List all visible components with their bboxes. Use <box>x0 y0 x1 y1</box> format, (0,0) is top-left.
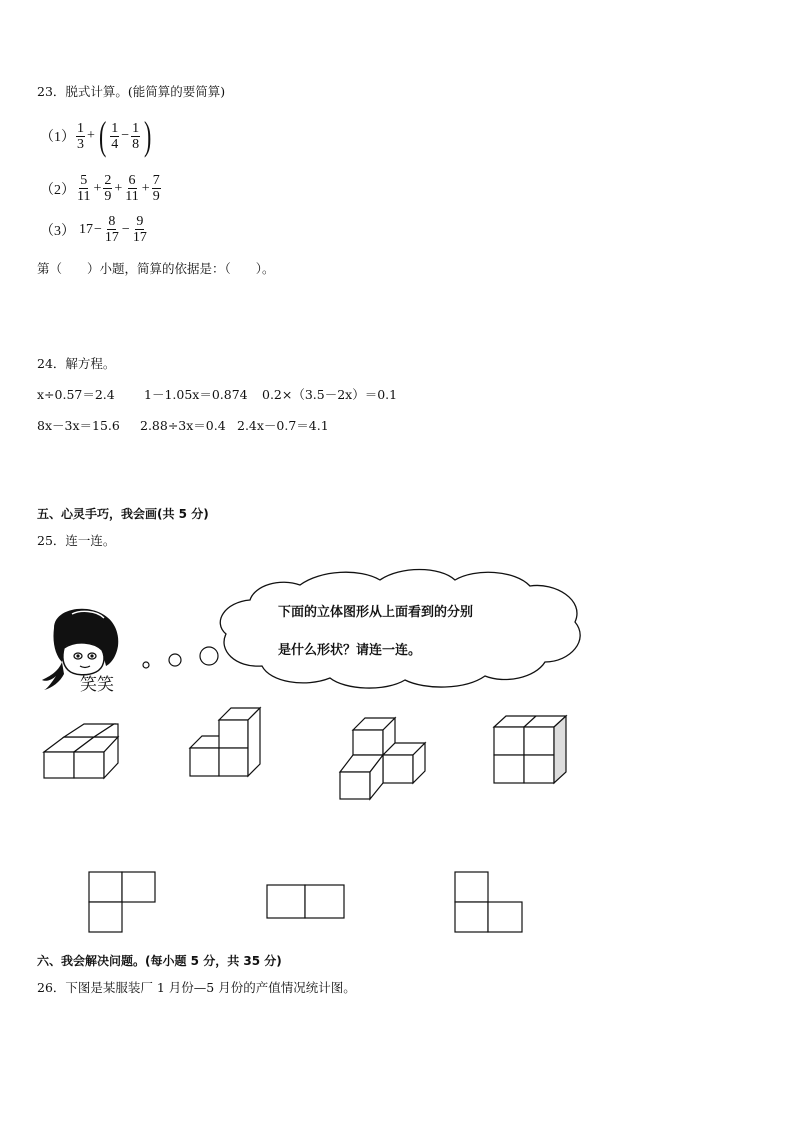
girl-caption: 笑笑 <box>80 675 114 695</box>
item-label: （2） <box>40 182 75 198</box>
fraction: $\frac{8}{17}$ <box>104 214 119 245</box>
fraction: $\frac{6}{11}$ <box>125 173 139 204</box>
top-view-l-shape <box>89 872 155 932</box>
q24-eq-1-1: x÷0.57＝2.4 <box>37 387 115 402</box>
q24-eq-2-2: 2.88÷3x＝0.4 <box>140 418 226 433</box>
q25-title: 25．连一连。 <box>37 533 116 548</box>
fraction: $\frac{1}{4}$ <box>111 120 119 152</box>
fraction: $\frac{7}{9}$ <box>152 173 160 204</box>
solid-shape-3 <box>340 718 425 799</box>
q24-eq-2-1: 8x－3x＝15.6 <box>37 418 120 433</box>
q24-eq-2-3: 2.4x－0.7＝4.1 <box>237 418 329 433</box>
q26-title: 26．下图是某服装厂 1 月份—5 月份的产值情况统计图。 <box>37 980 356 995</box>
q24-eq-1-3: 0.2×（3.5－2x）＝0.1 <box>262 387 398 402</box>
q23-item-2: （2） $\frac{5}{11}$ + $\frac{2}{9}$ + $\frac{6}{11}$ + $\frac{7}{9}$ <box>40 173 160 204</box>
item-label: （3） <box>40 223 75 239</box>
right-paren: ) <box>144 113 152 158</box>
section5-title: 五、心灵手巧，我会画(共 5 分) <box>37 507 209 521</box>
solid-shape-2 <box>190 708 260 776</box>
item-label: （1） <box>40 130 75 145</box>
bubble-line-1: 下面的立体图形从上面看到的分别 <box>278 605 474 620</box>
q23-item-1: （1） $\frac{1}{3}$ + ( $\frac{1}{4}$ − $\frac{1}{8}$ ) <box>40 113 152 158</box>
q23-title: 23．脱式计算。(能简算的要简算) <box>37 84 226 99</box>
bubble-line-2: 是什么形状？请连一连。 <box>278 643 422 658</box>
section6-title: 六、我会解决问题。(每小题 5 分，共 35 分) <box>37 954 282 968</box>
fraction: $\frac{5}{11}$ <box>77 173 91 204</box>
fraction: $\frac{9}{17}$ <box>132 214 147 245</box>
solid-shape-1 <box>44 724 118 778</box>
left-paren: ( <box>98 113 107 158</box>
q23-note: 第（ ）小题，简算的依据是：（ ）。 <box>37 261 275 276</box>
top-view-corner-shape <box>455 872 522 932</box>
fraction: $\frac{2}{9}$ <box>104 173 112 204</box>
fraction: $\frac{1}{3}$ <box>77 120 84 152</box>
solid-shape-4 <box>494 716 566 783</box>
q23-item-3: （3） 17 − $\frac{8}{17}$ − $\frac{9}{17}$ <box>40 214 147 245</box>
top-view-two-squares <box>267 885 344 918</box>
fraction: $\frac{1}{8}$ <box>132 120 140 152</box>
q24-title: 24．解方程。 <box>37 356 116 371</box>
q24-eq-1-2: 1－1.05x＝0.874 <box>144 387 248 402</box>
